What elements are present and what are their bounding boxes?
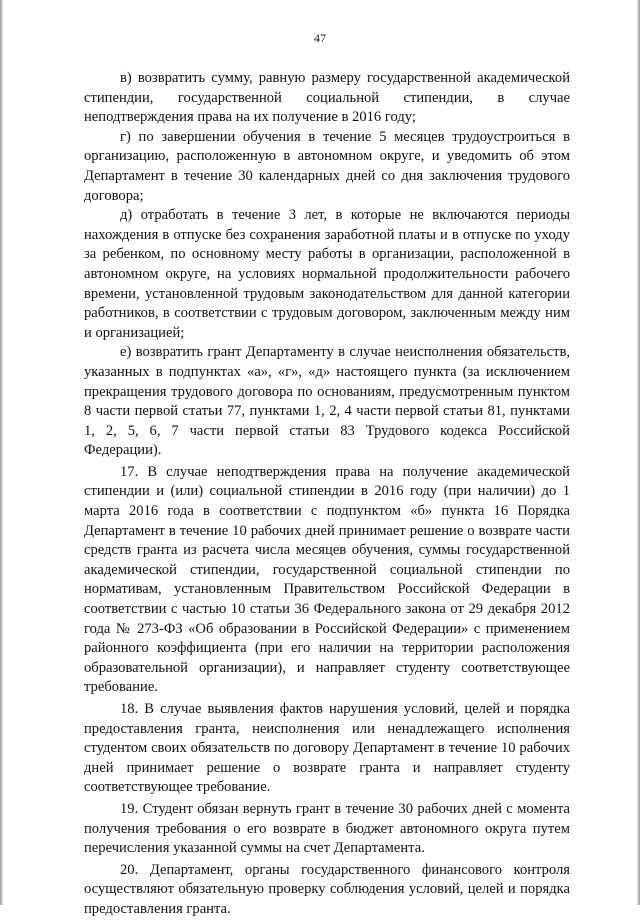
paragraph-clause-17: 17. В случае неподтверждения права на получение академической стипендии и (или) социальной стипендии в 2016 году (при наличии) до 1 марта 2016 года в соответствии с подпунктом «б» пункта 16 Порядка Департамент в течение 10 рабочих дней принимает решение о возврате части средств гранта из расчета числа месяцев обучения, суммы государственной академической стипендии, государственной социальной стипендии по нормативам, установленным Правительством Российской Федерации в соответствии с частью 10 статьи 36 Федерального закона от 29 декабря 2012 года № 273-ФЗ «Об образовании в Российской Федерации» с применением районного коэффициента (при его наличии на территории расположения образовательной организации), и направляет студенту соответствующее требование. bbox=[84, 463, 570, 696]
paragraph-subitem-v: в) возвратить сумму, равную размеру государственной академической стипендии, государственной социальной стипендии, в случае неподтверждения права на их получение в 2016 году; bbox=[84, 70, 570, 126]
document-body bbox=[84, 69, 570, 920]
paragraph-clause-20: 20. Департамент, органы государственного финансового контроля осуществляют обязательную проверку соблюдения условий, целей и порядка предоставления гранта. bbox=[84, 861, 570, 917]
paragraph-clause-18: 18. В случае выявления фактов нарушения условий, целей и порядка предоставления гранта, неисполнения или ненадлежащего исполнения студентом своих обязательств по договору Департамент в течение 10 рабочих дней принимает решение о возврате гранта и направляет студенту соответствующее требование. bbox=[84, 701, 570, 796]
paragraph-subitem-g: г) по завершении обучения в течение 5 месяцев трудоустроиться в организацию, расположенную в автономном округе, и уведомить об этом Департамент в течение 30 календарных дней со дня заключения трудового договора; bbox=[84, 128, 570, 204]
page-number: 47 bbox=[314, 31, 326, 45]
paragraph-subitem-e: е) возвратить грант Департаменту в случае неисполнения обязательств, указанных в подпунктах «а», «г», «д» настоящего пункта (за исключением прекращения трудового договора по основаниям, предусмотренным пунктом 8 части первой статьи 77, пунктами 1, 2, 4 части первой статьи 81, пунктами 1, 2, 5, 6, 7 части первой статьи 83 Трудового кодекса Российской Федерации). bbox=[84, 344, 570, 459]
paragraph-subitem-d: д) отработать в течение 3 лет, в которые не включаются периоды нахождения в отпуске без сохранения заработной платы и в отпуске по уходу за ребенком, по основному месту работы в организации, расположенной в автономном округе, на условиях нормальной продолжительности рабочего времени, установленной трудовым законодательством для данной категории работников, в соответствии с трудовым договором, заключенным между ним и организацией; bbox=[84, 207, 570, 341]
paragraph-clause-19: 19. Студент обязан вернуть грант в течение 30 рабочих дней с момента получения требования о его возврате в бюджет автономного округа путем перечисления указанной суммы на счет Департамента. bbox=[84, 800, 570, 857]
scan-edge-left bbox=[0, 0, 3, 905]
